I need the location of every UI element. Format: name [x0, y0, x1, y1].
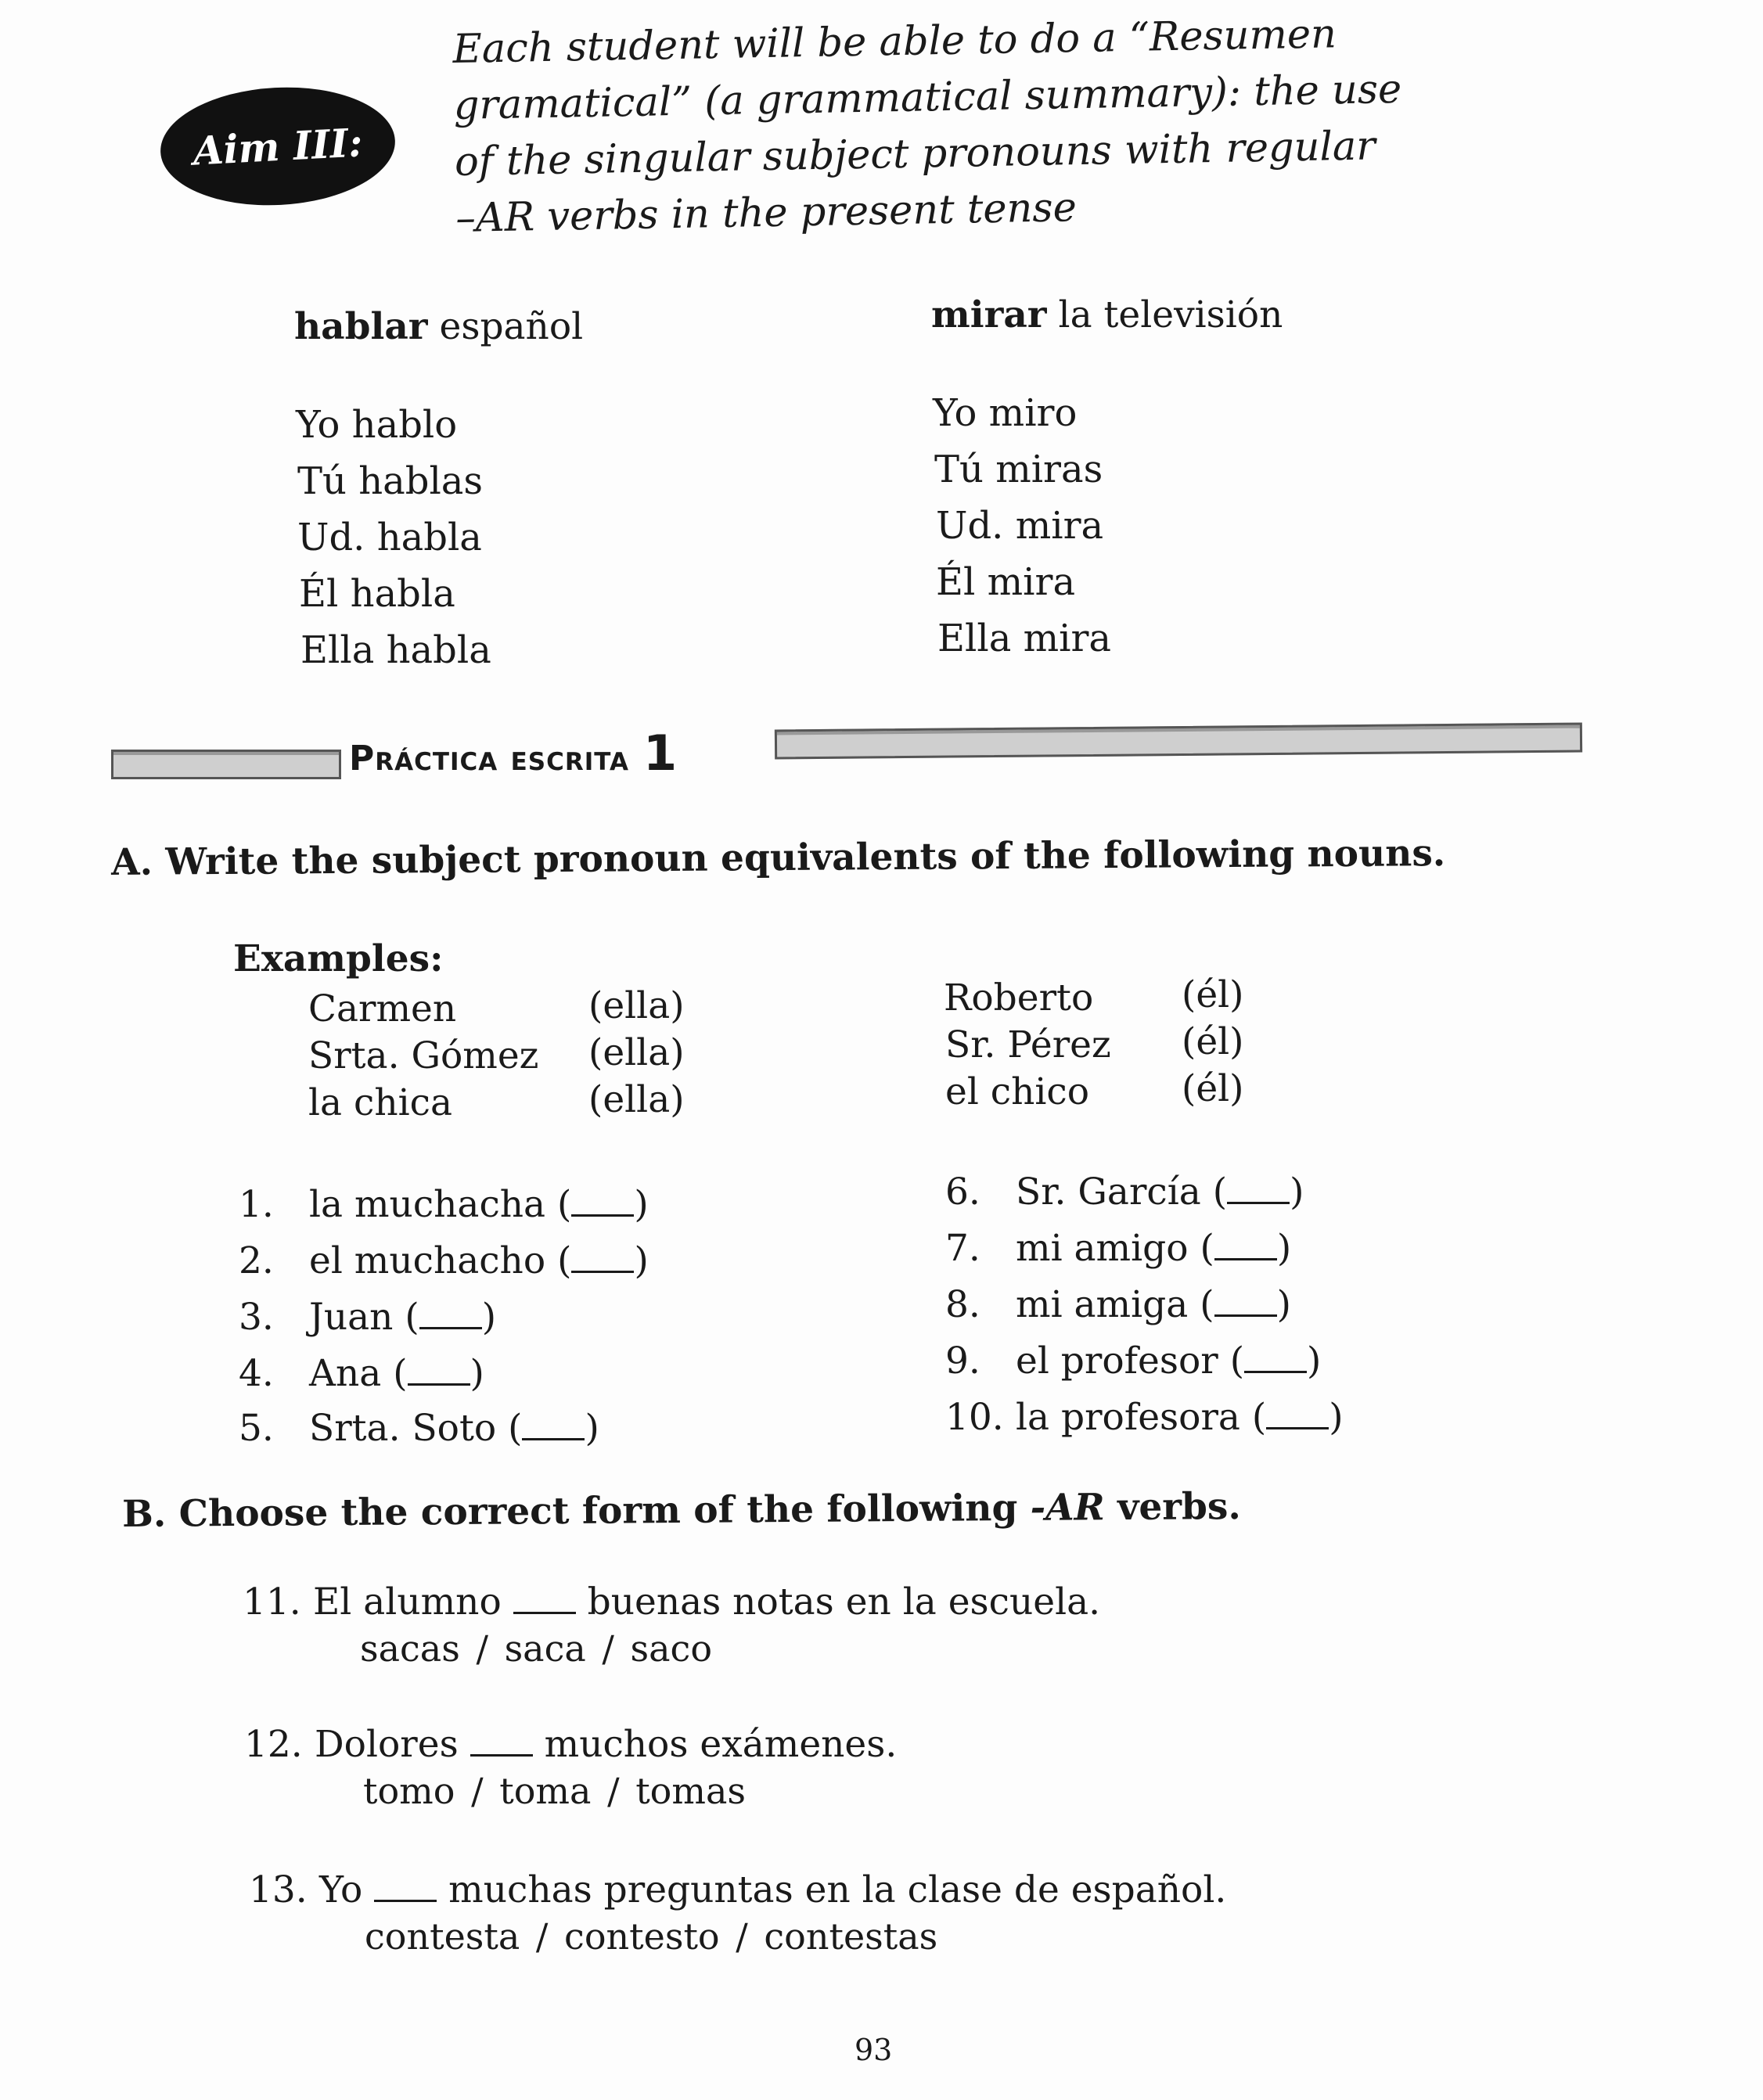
example-pronoun: (él)	[1182, 1067, 1244, 1110]
answer-blank[interactable]: ( )	[1251, 1396, 1344, 1439]
item-number: 9.	[945, 1339, 980, 1383]
verb-object: la televisión	[1058, 293, 1283, 336]
aim-line: –AR verbs in the present tense	[455, 185, 1078, 242]
conjugation-form: Tú miras	[934, 448, 1103, 491]
aim-label: Aim III:	[192, 118, 364, 174]
conjugation-form: Él mira	[936, 560, 1076, 604]
item-number: 4.	[239, 1352, 274, 1395]
practica-label: Práctica escrita	[349, 739, 629, 779]
verb-infinitive: hablar	[294, 305, 428, 348]
exercise-item	[945, 1396, 1344, 1439]
aim-line: gramatical” (a grammatical summary): the use	[453, 66, 1402, 129]
item-noun: Juan	[309, 1296, 394, 1339]
conjugation-form: Él habla	[299, 572, 455, 616]
item-noun: Ana	[309, 1352, 382, 1395]
page-number: 93	[855, 2033, 893, 2067]
item-noun: Sr. García	[1016, 1170, 1201, 1214]
section-a-title: A. Write the subject pronoun equivalents of the following nouns.	[111, 832, 1446, 884]
item-noun: la muchacha	[309, 1183, 546, 1226]
answer-blank[interactable]	[470, 1723, 533, 1766]
sentence-end: buenas notas en la escuela.	[587, 1580, 1101, 1624]
practica-heading	[349, 725, 678, 782]
practica-number: 1	[643, 725, 678, 782]
choice-item	[249, 1868, 1226, 1911]
example-pronoun: (ella)	[588, 1078, 685, 1121]
item-number: 11.	[243, 1580, 301, 1624]
example-noun: Roberto	[944, 976, 1094, 1019]
conjugation-form: Ud. habla	[297, 516, 482, 559]
choice-options: tomo / toma / tomas	[363, 1770, 747, 1812]
answer-blank[interactable]: ( )	[508, 1407, 599, 1450]
sentence-start: El alumno	[313, 1580, 502, 1624]
sentence-start: Yo	[319, 1868, 363, 1911]
item-number: 7.	[945, 1227, 980, 1270]
item-noun: Srta. Soto	[309, 1407, 497, 1450]
conjugation-form: Yo miro	[933, 391, 1078, 435]
example-pronoun: (ella)	[588, 1031, 685, 1074]
banner-rule-right	[775, 722, 1582, 759]
answer-blank[interactable]: ( )	[393, 1352, 484, 1395]
item-number: 5.	[239, 1407, 274, 1450]
aim-line: Each student will be able to do a “Resumen	[452, 11, 1337, 73]
exercise-item	[945, 1283, 1291, 1326]
item-number: 8.	[945, 1283, 980, 1326]
answer-blank[interactable]	[374, 1868, 437, 1911]
conjugation-form: Ud. mira	[936, 504, 1104, 548]
item-number: 10.	[945, 1396, 1004, 1439]
answer-blank[interactable]: ( )	[1229, 1339, 1322, 1383]
conjugation-form: Ella habla	[300, 628, 491, 672]
example-pronoun: (él)	[1182, 973, 1244, 1016]
answer-blank[interactable]: ( )	[557, 1183, 649, 1226]
choice-item	[243, 1580, 1100, 1624]
examples-label: Examples:	[233, 937, 444, 980]
section-b-title-suffix: verbs.	[1104, 1485, 1241, 1530]
item-noun: el muchacho	[309, 1239, 546, 1282]
choice-options: sacas / saca / saco	[360, 1627, 713, 1670]
item-number: 12.	[244, 1723, 303, 1766]
conjugation-form: Ella mira	[937, 617, 1112, 660]
sentence-end: muchas preguntas en la clase de español.	[448, 1868, 1227, 1911]
example-pronoun: (ella)	[588, 984, 685, 1027]
conjugation-form: Yo hablo	[296, 403, 458, 447]
choice-item	[244, 1723, 897, 1766]
conjugation-form: Tú hablas	[297, 459, 484, 503]
aim-badge	[157, 81, 398, 210]
conjugation-heading-mirar	[931, 293, 1283, 336]
item-noun: mi amigo	[1016, 1227, 1189, 1270]
exercise-item	[945, 1170, 1304, 1214]
section-b-title	[122, 1485, 1241, 1536]
exercise-item	[239, 1183, 649, 1226]
section-b-title-em: -AR	[1030, 1486, 1105, 1530]
sentence-end: muchos exámenes.	[544, 1723, 898, 1766]
answer-blank[interactable]: ( )	[1200, 1283, 1291, 1326]
answer-blank[interactable]: ( )	[1200, 1227, 1292, 1270]
item-number: 2.	[239, 1239, 274, 1282]
example-noun: Carmen	[308, 987, 457, 1030]
item-number: 1.	[239, 1183, 274, 1226]
answer-blank[interactable]: ( )	[1212, 1170, 1304, 1214]
aim-description	[452, 4, 1489, 247]
exercise-item	[239, 1352, 484, 1395]
exercise-item	[945, 1227, 1291, 1270]
example-noun: la chica	[308, 1081, 452, 1124]
banner-rule-left	[111, 750, 341, 779]
answer-blank[interactable]: ( )	[405, 1296, 497, 1339]
exercise-item	[239, 1407, 599, 1450]
exercise-item	[239, 1239, 649, 1282]
item-noun: el profesor	[1016, 1339, 1218, 1383]
item-number: 13.	[249, 1868, 308, 1911]
answer-blank[interactable]	[513, 1580, 576, 1624]
aim-line: of the singular subject pronouns with regular	[454, 123, 1376, 185]
example-pronoun: (él)	[1182, 1020, 1244, 1063]
example-noun: el chico	[945, 1070, 1090, 1113]
item-number: 3.	[239, 1296, 274, 1339]
verb-infinitive: mirar	[931, 293, 1047, 336]
choice-options: contesta / contesto / contestas	[365, 1915, 938, 1958]
example-noun: Srta. Gómez	[308, 1034, 539, 1077]
section-b-title-text: B. Choose the correct form of the following	[122, 1486, 1031, 1536]
exercise-item	[239, 1296, 496, 1339]
conjugation-heading-hablar	[294, 305, 583, 348]
item-noun: mi amiga	[1016, 1283, 1189, 1326]
verb-object: español	[439, 305, 584, 348]
answer-blank[interactable]: ( )	[557, 1239, 649, 1282]
item-number: 6.	[945, 1170, 980, 1214]
exercise-item	[945, 1339, 1321, 1383]
example-noun: Sr. Pérez	[945, 1023, 1111, 1066]
sentence-start: Dolores	[315, 1723, 459, 1766]
item-noun: la profesora	[1016, 1396, 1240, 1439]
